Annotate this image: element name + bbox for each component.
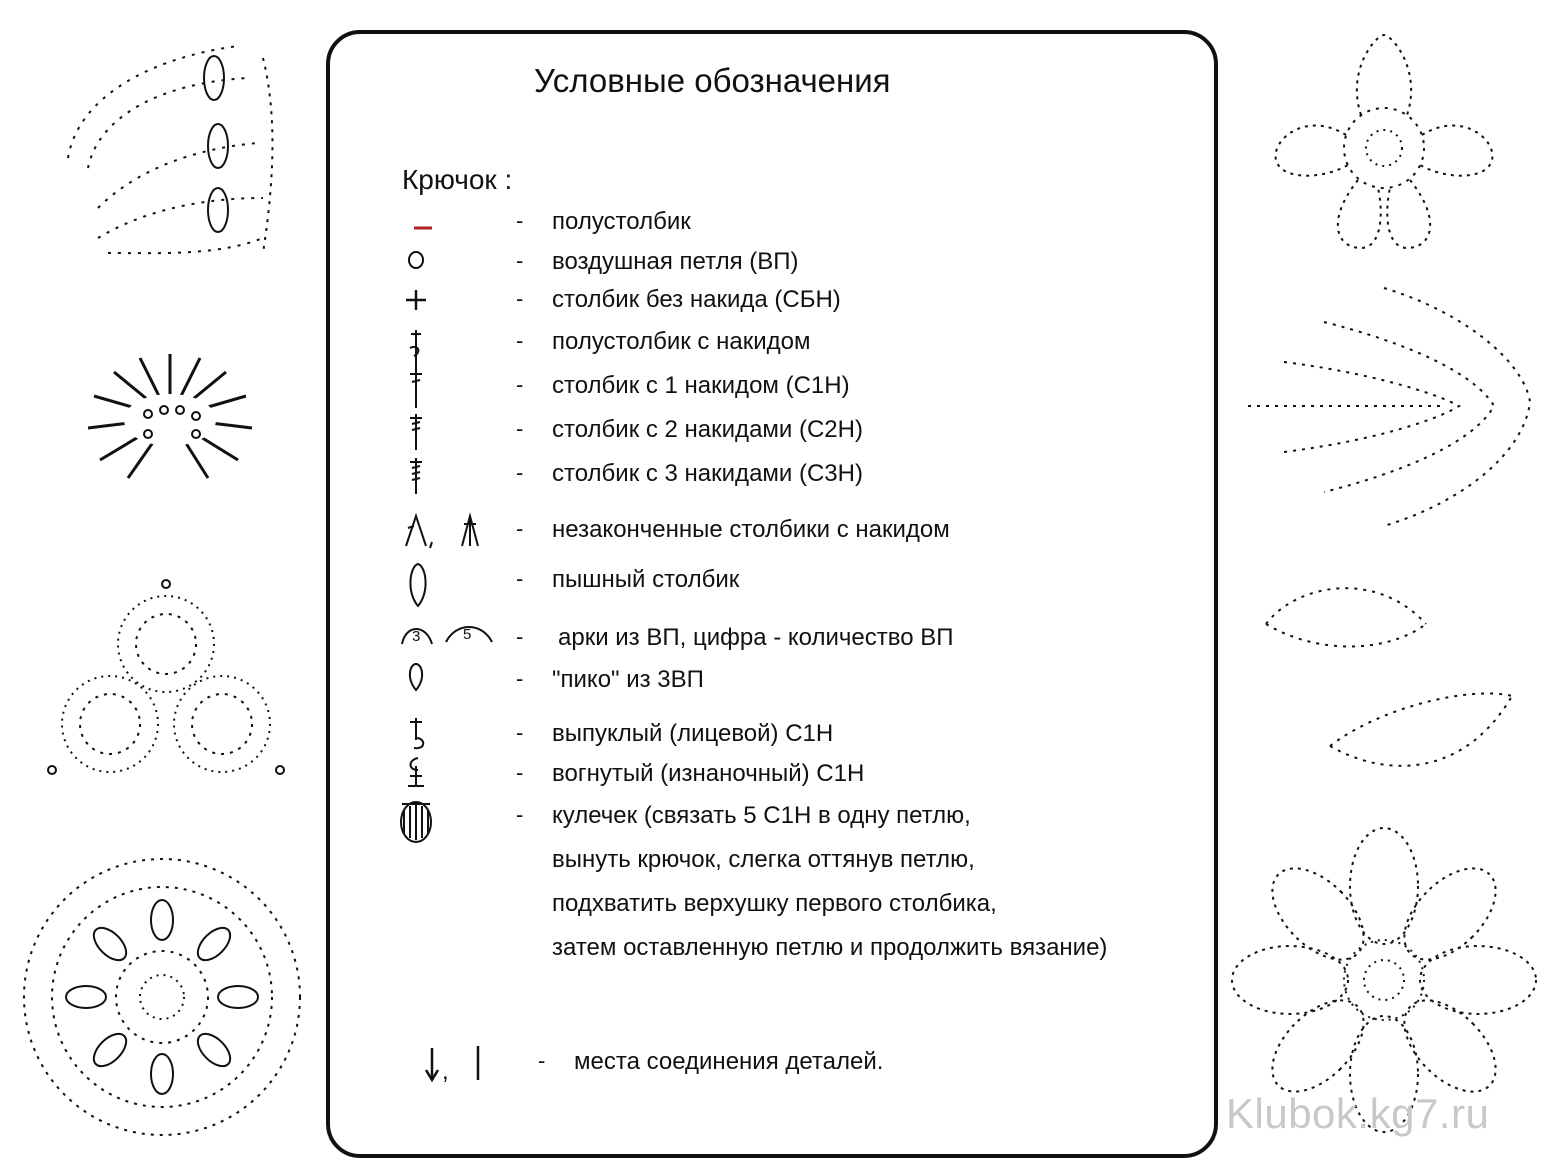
motif-shell-fan: [78, 348, 264, 488]
row-description: незаконченные столбики с накидом: [552, 516, 950, 543]
watermark: Klubok.kg7.ru: [1226, 1090, 1490, 1137]
row-description: столбик с 2 накидами (С2Н): [552, 416, 863, 443]
chain-arches-symbol: [392, 620, 512, 660]
legend-row: [330, 798, 1210, 838]
row-description: пышный столбик: [552, 566, 740, 593]
double-crochet-symbol: [392, 368, 512, 408]
row-description: воздушная петля (ВП): [552, 248, 799, 275]
row-dash: -: [516, 286, 524, 311]
row-description: выпуклый (лицевой) С1Н: [552, 720, 834, 747]
bobble-note-line-3: затем оставленную петлю и продолжить вязание): [552, 934, 1108, 961]
row-dash: -: [516, 566, 524, 591]
row-description: столбик без накида (СБН): [552, 286, 841, 313]
legend-row: [330, 662, 1210, 702]
row-dash: -: [516, 328, 524, 353]
join-separator: ,: [442, 1058, 449, 1085]
row-dash: -: [516, 516, 524, 541]
legend-row: [330, 204, 1210, 244]
motif-leaf-with-puffs: [58, 38, 280, 264]
join-marks-symbol: [420, 1044, 540, 1084]
row-dash: -: [516, 720, 524, 745]
legend-row: [330, 620, 1210, 660]
row-dash: -: [516, 460, 524, 485]
legend-panel: [326, 30, 1218, 1158]
bobble-symbol: [392, 798, 512, 838]
chain-stitch-symbol: [392, 244, 512, 284]
bobble-note-line-2: подхватить верхушку первого столбика,: [552, 890, 997, 917]
row-description: столбик с 1 накидом (С1Н): [552, 372, 850, 399]
row-description: кулечек (связать 5 С1Н в одну петлю,: [552, 802, 971, 829]
legend-row: [330, 282, 1210, 322]
arch-count-3: 3: [412, 628, 421, 645]
motif-round-flower: [14, 852, 310, 1142]
row-dash: -: [516, 248, 524, 273]
single-crochet-symbol: [392, 282, 512, 322]
motif-eight-petal-flower: [1228, 826, 1540, 1134]
puff-stitch-symbol: [392, 562, 512, 602]
legend-row: [330, 456, 1210, 496]
picot-symbol: [392, 662, 512, 702]
half-stitch-symbol: [392, 204, 512, 244]
row-dash: -: [516, 666, 524, 691]
row-description: "пико" из 3ВП: [552, 666, 704, 693]
row-dash: -: [516, 760, 524, 785]
front-post-symbol: [392, 716, 512, 756]
legend-row-joining: [330, 1044, 1210, 1084]
half-double-crochet-symbol: [392, 324, 512, 364]
row-dash: -: [516, 802, 524, 827]
legend-row: [330, 324, 1210, 364]
legend-row: [330, 716, 1210, 756]
row-description: полустолбик: [552, 208, 691, 235]
back-post-symbol: [392, 756, 512, 796]
row-dash: -: [516, 372, 524, 397]
row-dash: -: [516, 208, 524, 233]
hook-label: Крючок :: [402, 164, 513, 195]
motif-small-leaf-lower: [1322, 676, 1518, 788]
bobble-note-line-1: вынуть крючок, слегка оттянув петлю,: [552, 846, 975, 873]
legend-row: [330, 368, 1210, 408]
legend-row: [330, 244, 1210, 284]
legend-row: [330, 412, 1210, 452]
row-dash: -: [516, 624, 524, 649]
motif-large-leaf: [1244, 282, 1536, 532]
motif-trefoil: [44, 574, 288, 780]
row-description: вогнутый (изнаночный) С1Н: [552, 760, 865, 787]
double-treble-symbol: [392, 412, 512, 452]
row-description: места соединения деталей.: [574, 1048, 884, 1075]
legend-row: [330, 756, 1210, 796]
triple-treble-symbol: [392, 456, 512, 496]
legend-row: [330, 562, 1210, 602]
legend-title: Условные обозначения: [534, 62, 891, 99]
row-dash: -: [538, 1048, 546, 1073]
row-description: столбик с 3 накидами (С3Н): [552, 460, 863, 487]
motif-small-leaf-upper: [1256, 564, 1436, 664]
legend-row: [330, 512, 1210, 552]
motif-five-petal-flower: [1266, 30, 1502, 252]
row-description: полустолбик с накидом: [552, 328, 811, 355]
row-dash: -: [516, 416, 524, 441]
arch-count-5: 5: [463, 626, 472, 643]
row-description: арки из ВП, цифра - количество ВП: [558, 624, 954, 651]
unfinished-stitches-symbol: [392, 512, 512, 552]
